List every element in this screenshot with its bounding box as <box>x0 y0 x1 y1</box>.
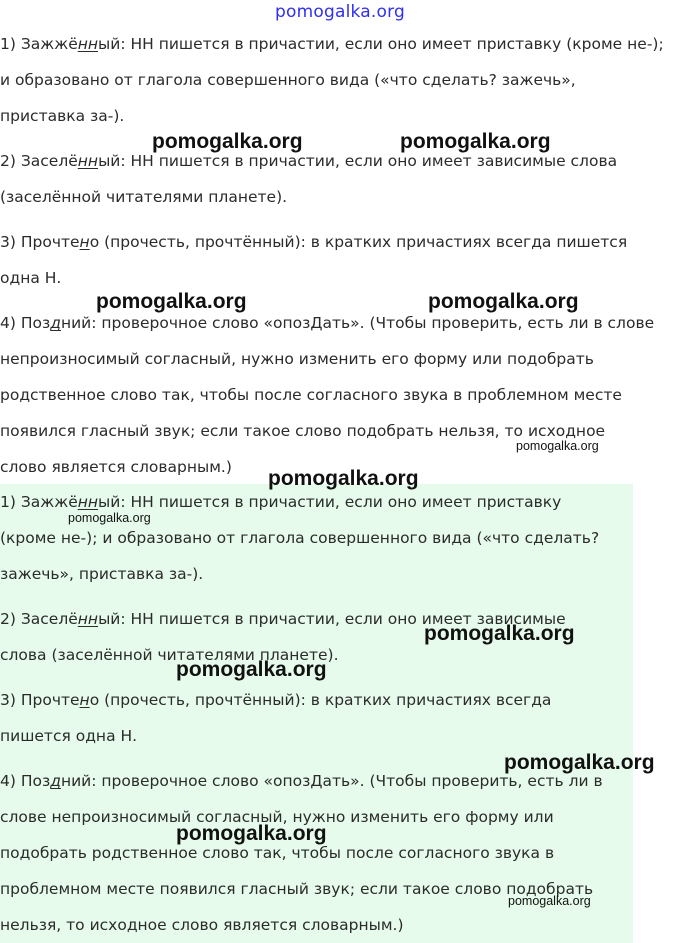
text-line: (заселённой читателями планете). <box>0 188 288 206</box>
highlighted-letters: нн <box>77 610 99 628</box>
watermark: pomogalka.org <box>176 822 327 845</box>
text-line: одна Н. <box>0 269 62 287</box>
text-line: слова (заселённой читателями планете). <box>0 646 339 664</box>
highlighted-letters: нн <box>77 35 99 53</box>
watermark: pomogalka.org <box>516 439 599 453</box>
watermark: pomogalka.org <box>268 467 419 490</box>
text-line: 2) Заселённый: НН пишется в причастии, если оно имеет зависимые <box>0 610 566 628</box>
watermark: pomogalka.org <box>424 622 575 645</box>
text-line: и образовано от глагола совершенного вида («что сделать? зажечь», <box>0 71 576 89</box>
watermark: pomogalka.org <box>400 130 551 153</box>
highlighted-letters: н <box>79 233 90 251</box>
text-line: 3) Прочтено (прочесть, прочтённый): в кратких причастиях всегда <box>0 691 552 709</box>
text-line: 2) Заселённый: НН пишется в причастии, если оно имеет зависимые слова <box>0 152 618 170</box>
text-line: 4) Поздний: проверочное слово «опозДать». (Чтобы проверить, есть ли в <box>0 772 603 790</box>
highlighted-letters: нн <box>77 493 99 511</box>
text-line: приставка за-). <box>0 107 125 125</box>
highlighted-letters: д <box>50 314 61 332</box>
text-line: 1) Зажжённый: НН пишется в причастии, если оно имеет приставку <box>0 493 562 511</box>
highlighted-letters: д <box>50 772 61 790</box>
text-line: слово является словарным.) <box>0 458 232 476</box>
text-line: появился гласный звук; если такое слово подобрать нельзя, то исходное <box>0 422 606 440</box>
watermark: pomogalka.org <box>68 511 151 525</box>
text-line: зажечь», приставка за-). <box>0 565 204 583</box>
site-header-link[interactable]: pomogalka.org <box>275 2 405 22</box>
highlighted-letters: нн <box>77 152 99 170</box>
watermark: pomogalka.org <box>96 290 247 313</box>
text-line: непроизносимый согласный, нужно изменить его форму или подобрать <box>0 350 594 368</box>
text-line: родственное слово так, чтобы после согласного звука в проблемном месте <box>0 386 622 404</box>
text-line: (кроме не-); и образовано от глагола совершенного вида («что сделать? <box>0 529 600 547</box>
watermark: pomogalka.org <box>508 894 591 908</box>
text-line: пишется одна Н. <box>0 727 138 745</box>
text-line: 3) Прочтено (прочесть, прочтённый): в кратких причастиях всегда пишется <box>0 233 628 251</box>
text-line: слове непроизносимый согласный, нужно изменить его форму или <box>0 808 554 826</box>
text-line: 1) Зажжённый: НН пишется в причастии, если оно имеет приставку (кроме не-); <box>0 35 664 53</box>
text-line: нельзя, то исходное слово является словарным.) <box>0 916 404 934</box>
highlighted-letters: н <box>79 691 90 709</box>
watermark: pomogalka.org <box>176 658 327 681</box>
watermark: pomogalka.org <box>152 130 303 153</box>
text-line: подобрать родственное слово так, чтобы после согласного звука в <box>0 844 555 862</box>
text-line: 4) Поздний: проверочное слово «опозДать». (Чтобы проверить, есть ли в слове <box>0 314 655 332</box>
watermark: pomogalka.org <box>428 290 579 313</box>
text-line: проблемном месте появился гласный звук; если такое слово подобрать <box>0 880 594 898</box>
watermark: pomogalka.org <box>504 751 655 774</box>
